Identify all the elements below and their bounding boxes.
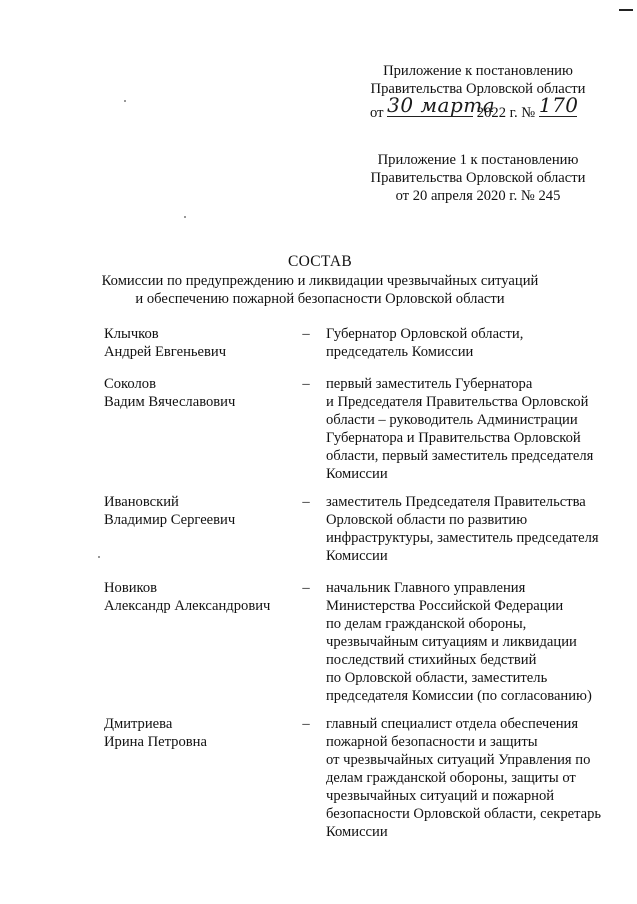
member-surname: Новиков [104,580,158,596]
member-dash: – [302,580,310,596]
role-line: области, первый заместитель председателя [326,448,594,464]
member-surname: Дмитриева [104,716,173,732]
scan-speck [98,556,100,558]
role-line: последствий стихийных бедствий [326,652,537,668]
role-line: Комиссии [326,548,388,564]
handwritten-date: 30 марта [387,93,496,117]
date-suffix: 2022 г. № [476,105,536,121]
role-line: Комиссии [326,824,388,840]
appendix-original-line3: от 20 апреля 2020 г. № 245 [395,188,561,204]
member-dash: – [302,494,310,510]
member-dash: – [302,326,310,342]
role-line: и Председателя Правительства Орловской [326,394,589,410]
member-given-names: Александр Александрович [104,598,271,614]
scan-speck [124,100,126,102]
role-line: безопасности Орловской области, секретарь [326,806,602,822]
role-line: Орловской области по развитию [326,512,528,528]
appendix-header-original [360,151,596,205]
member-role [326,325,616,361]
role-line: главный специалист отдела обеспечения [326,716,579,732]
role-line: по делам гражданской обороны, [326,616,527,632]
role-line: области – руководитель Администрации [326,412,578,428]
heading-title: СОСТАВ [287,253,353,270]
role-line: по Орловской области, заместитель [326,670,548,686]
role-line: председателя Комиссии (по согласованию) [326,688,592,704]
member-surname: Ивановский [104,494,179,510]
appendix-current-date-line [366,93,590,122]
heading-line1: Комиссии по предупреждению и ликвидации чрезвычайных ситуаций [101,273,539,289]
appendix-current-line2: Правительства Орловской области [370,81,586,97]
role-line: чрезвычайных ситуаций и пожарной [326,788,555,804]
handwritten-number: 170 [538,93,579,117]
member-given-names: Вадим Вячеславович [104,394,236,410]
handwritten-date-field [387,93,496,117]
role-line: заместитель Председателя Правительства [326,494,586,510]
member-role [326,375,616,483]
member-role [326,579,616,705]
role-line: чрезвычайным ситуациям и ликвидации [326,634,577,650]
role-line: от чрезвычайных ситуаций Управления по [326,752,591,768]
role-line: Комиссии [326,466,388,482]
role-line: Губернатор Орловской области, [326,326,524,342]
appendix-original-line2: Правительства Орловской области [370,170,586,186]
member-dash: – [302,376,310,392]
role-line: начальник Главного управления [326,580,526,596]
member-surname: Клычков [104,326,159,342]
member-name [104,325,284,361]
member-surname: Соколов [104,376,156,392]
appendix-original-line1: Приложение 1 к постановлению [377,152,579,168]
appendix-current-line1: Приложение к постановлению [383,63,573,79]
member-name [104,493,284,529]
appendix-header-current [366,62,590,122]
role-line: пожарной безопасности и защиты [326,734,538,750]
handwritten-number-field [538,93,579,117]
scan-speck [184,216,186,218]
role-line: Губернатора и Правительства Орловской [326,430,581,446]
heading-line2: и обеспечению пожарной безопасности Орловской области [135,291,505,307]
member-given-names: Владимир Сергеевич [104,512,236,528]
member-given-names: Ирина Петровна [104,734,207,750]
member-name [104,715,284,751]
date-prefix: от [370,105,384,121]
member-name [104,375,284,411]
role-line: делам гражданской обороны, защиты от [326,770,576,786]
member-role [326,493,616,565]
member-dash: – [302,716,310,732]
member-role [326,715,616,841]
member-given-names: Андрей Евгеньевич [104,344,227,360]
member-name [104,579,284,615]
role-line: первый заместитель Губернатора [326,376,533,392]
role-line: председатель Комиссии [326,344,474,360]
role-line: инфраструктуры, заместитель председателя [326,530,599,546]
page-corner-mark [619,9,633,11]
role-line: Министерства Российской Федерации [326,598,564,614]
